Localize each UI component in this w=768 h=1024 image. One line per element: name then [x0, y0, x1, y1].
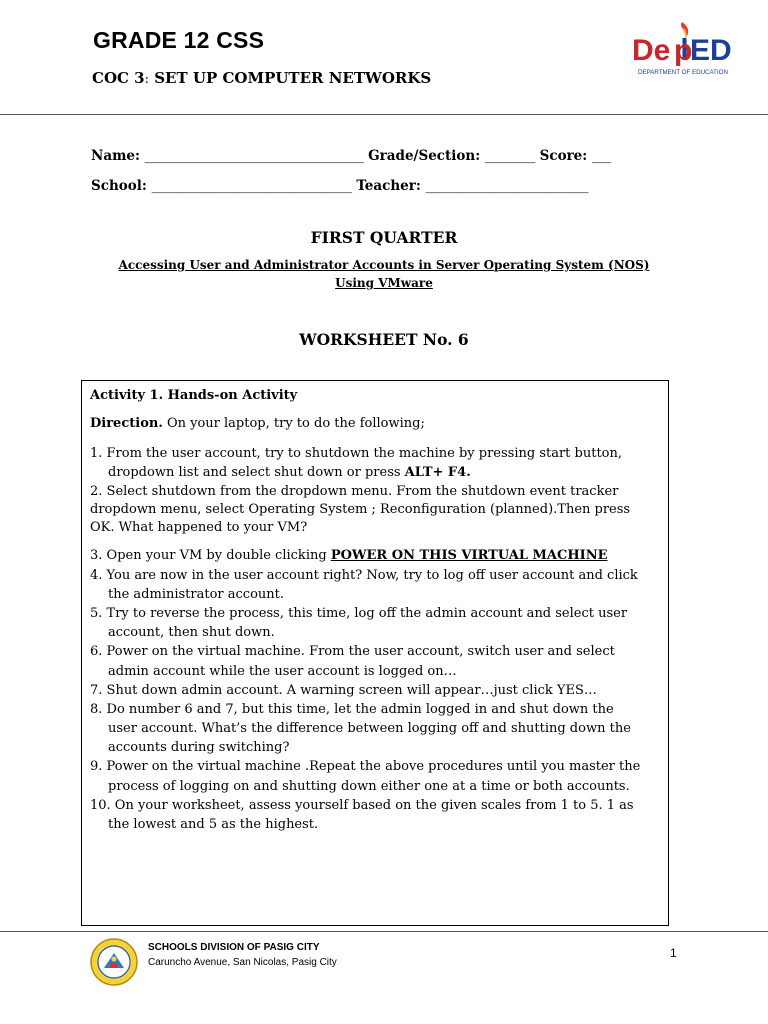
- step-7-line-1: 7. Shut down admin account. A warning screen will appear…just click YES…: [90, 683, 597, 698]
- name-field[interactable]: ___________________________________: [144, 148, 364, 164]
- grade-section-field[interactable]: ________: [484, 148, 535, 164]
- lesson-title-line2: Using VMware: [335, 276, 433, 290]
- school-row: [91, 178, 588, 194]
- direction: [90, 414, 425, 433]
- teacher-field[interactable]: __________________________: [425, 178, 589, 194]
- step-1-line-2: [108, 463, 471, 482]
- logo-letters-ed: ED: [690, 34, 732, 67]
- step-6-line-1: 6. Power on the virtual machine. From the user account, switch user and select: [90, 644, 615, 659]
- step-2-line-3: OK. What happened to your VM?: [90, 520, 308, 535]
- step-3-text: 3. Open your VM by double clicking: [90, 548, 331, 563]
- direction-label: Direction.: [90, 416, 163, 431]
- logo-subtext: DEPARTMENT OF EDUCATION: [638, 69, 728, 76]
- step-6-line-2: admin account while the user account is logged on…: [108, 664, 457, 679]
- teacher-label: Teacher:: [356, 178, 421, 194]
- step-2-line-2: dropdown menu, select Operating System ; Reconfiguration (planned).Then press: [90, 502, 631, 517]
- step-5-line-1: 5. Try to reverse the process, this time, log off the admin account and select user: [90, 606, 628, 621]
- deped-logo: [628, 14, 744, 80]
- coc-colon: :: [144, 72, 149, 87]
- step-8-line-2: user account. What’s the difference between logging off and shutting down the: [108, 721, 631, 736]
- school-field[interactable]: ________________________________: [151, 178, 352, 194]
- step-10-line-1: 10. On your worksheet, assess yourself based on the given scales from 1 to 5. 1 as: [90, 798, 634, 813]
- logo-letter-p: p: [674, 34, 693, 67]
- name-row: [91, 148, 611, 164]
- step-1-line-1: 1. From the user account, try to shutdown the machine by pressing start button,: [90, 446, 623, 461]
- direction-text: On your laptop, try to do the following;: [162, 416, 425, 431]
- header-divider: [0, 114, 768, 115]
- coc-prefix: COC 3: [92, 69, 145, 87]
- page-number: 1: [670, 946, 677, 960]
- step-1-text: dropdown list and select shut down or press: [108, 465, 405, 480]
- name-label: Name:: [91, 148, 140, 164]
- coc-heading: [92, 69, 431, 87]
- lesson-title-line1: Accessing User and Administrator Accounts in Server Operating System (NOS): [118, 258, 650, 272]
- score-field[interactable]: ___: [591, 148, 611, 164]
- school-label: School:: [91, 178, 147, 194]
- step-9-line-1: 9. Power on the virtual machine .Repeat the above procedures until you master the: [90, 759, 641, 774]
- score-label: Score:: [539, 148, 588, 164]
- step-8-line-3: accounts during switching?: [108, 740, 290, 755]
- step-10-line-2: the lowest and 5 as the highest.: [108, 817, 319, 832]
- grade-section-label: Grade/Section:: [368, 148, 481, 164]
- division-name: SCHOOLS DIVISION OF PASIG CITY: [148, 942, 320, 953]
- division-seal-icon: [89, 937, 139, 987]
- step-4-line-1: 4. You are now in the user account right? Now, try to log off user account and click: [90, 568, 638, 583]
- coc-title: SET UP COMPUTER NETWORKS: [149, 69, 432, 87]
- logo-letter-d: De: [632, 34, 671, 67]
- footer-divider: [0, 931, 768, 932]
- step-3-line-1: [90, 546, 608, 565]
- step-4-line-2: the administrator account.: [108, 587, 285, 602]
- step-9-line-2: process of logging on and shutting down either one at a time or both accounts.: [108, 779, 630, 794]
- activity-title: Activity 1. Hands-on Activity: [90, 388, 298, 403]
- step-8-line-1: 8. Do number 6 and 7, but this time, let the admin logged in and shut down the: [90, 702, 614, 717]
- power-on-vm-link[interactable]: POWER ON THIS VIRTUAL MACHINE: [330, 548, 608, 563]
- quarter-heading: FIRST QUARTER: [310, 228, 458, 247]
- step-1-shortcut: ALT+ F4.: [404, 465, 471, 480]
- step-2-line-1: 2. Select shutdown from the dropdown menu. From the shutdown event tracker: [90, 484, 619, 499]
- step-5-line-2: account, then shut down.: [108, 625, 275, 640]
- division-address: Caruncho Avenue, San Nicolas, Pasig City: [148, 957, 337, 968]
- document-title: GRADE 12 CSS: [93, 27, 265, 53]
- worksheet-heading: WORKSHEET No. 6: [299, 330, 469, 349]
